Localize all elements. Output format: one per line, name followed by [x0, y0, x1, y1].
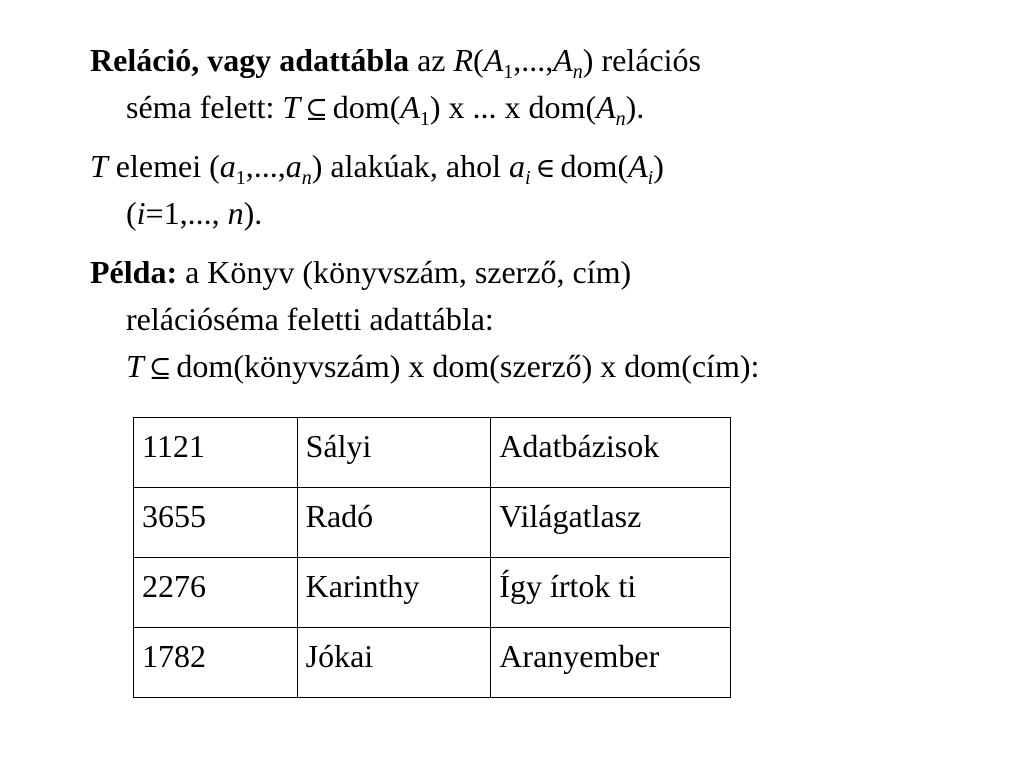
cell-author: Sályi — [297, 418, 491, 488]
example-line-3 — [126, 346, 759, 389]
cell-title: Így írtok ti — [491, 558, 731, 628]
attribute-a: A — [628, 148, 648, 184]
paren-close: ) — [582, 42, 594, 78]
subscript-1: 1 — [235, 167, 246, 189]
subset-icon: ⊆ — [148, 353, 172, 384]
attribute-a: A — [596, 89, 616, 125]
subscript-1: 1 — [419, 108, 430, 130]
example-line-1 — [90, 252, 631, 292]
range-close: ). — [243, 195, 263, 231]
text-sema-felett: séma felett: — [126, 89, 275, 125]
definition-line-1 — [90, 40, 701, 83]
cell-title: Adatbázisok — [491, 418, 731, 488]
paren-open: ( — [473, 42, 484, 78]
definition-line-2 — [126, 87, 644, 130]
value-a: a — [285, 148, 302, 184]
ellipsis: ,..., — [245, 148, 286, 184]
cell-author: Jókai — [297, 628, 491, 698]
value-a: a — [219, 148, 236, 184]
dom-open: dom( — [560, 148, 629, 184]
subscript-n: n — [615, 108, 626, 130]
subscript-n: n — [572, 61, 583, 83]
table-row — [134, 628, 731, 698]
schema-name: R — [453, 42, 474, 78]
attribute-a: A — [483, 42, 504, 78]
cell-book-id: 3655 — [134, 488, 298, 558]
text-az: az — [417, 42, 446, 78]
subscript-n: n — [301, 167, 312, 189]
paren-open: ( — [126, 195, 137, 231]
dom-open: dom( — [332, 89, 401, 125]
table-row — [134, 418, 731, 488]
attribute-a: A — [553, 42, 573, 78]
example-label: Példa: — [90, 254, 178, 290]
index-i: i — [136, 195, 146, 231]
attribute-a: A — [400, 89, 420, 125]
text-alakuak: ) alakúak, ahol — [311, 148, 501, 184]
range-middle: =1,..., — [145, 195, 220, 231]
table-symbol: T — [90, 148, 108, 184]
cell-title: Aranyember — [491, 628, 731, 698]
table-symbol: T — [282, 89, 301, 125]
subscript-1: 1 — [503, 61, 514, 83]
subscript-i: i — [647, 167, 654, 189]
book-table — [133, 417, 731, 698]
elements-line-1 — [90, 146, 664, 189]
example-schema: a Könyv (könyvszám, szerző, cím) — [185, 254, 632, 290]
definition-term: Reláció, vagy adattábla — [90, 42, 410, 78]
cartesian-product: ) x ... x dom( — [429, 89, 597, 125]
cell-author: Radó — [297, 488, 491, 558]
element-of-icon: ∈ — [535, 153, 556, 184]
table-symbol: T — [126, 348, 144, 384]
cell-book-id: 1121 — [134, 418, 298, 488]
elements-line-2 — [126, 193, 262, 233]
cell-author: Karinthy — [297, 558, 491, 628]
index-n: n — [227, 195, 244, 231]
example-line-2 — [126, 299, 494, 339]
example-description: relációséma feletti adattábla: — [126, 301, 494, 337]
subscript-i: i — [524, 167, 531, 189]
close-period: ). — [625, 89, 645, 125]
cell-book-id: 2276 — [134, 558, 298, 628]
subset-icon: ⊆ — [305, 94, 328, 125]
value-a: a — [508, 148, 525, 184]
ellipsis: ,..., — [513, 42, 554, 78]
text-relacios: relációs — [601, 42, 701, 78]
table-row — [134, 558, 731, 628]
example-domain-product: dom(könyvszám) x dom(szerző) x dom(cím): — [176, 348, 760, 384]
cell-book-id: 1782 — [134, 628, 298, 698]
table-row — [134, 488, 731, 558]
text-elemei: elemei ( — [115, 148, 220, 184]
paren-close: ) — [653, 148, 664, 184]
cell-title: Világatlasz — [491, 488, 731, 558]
